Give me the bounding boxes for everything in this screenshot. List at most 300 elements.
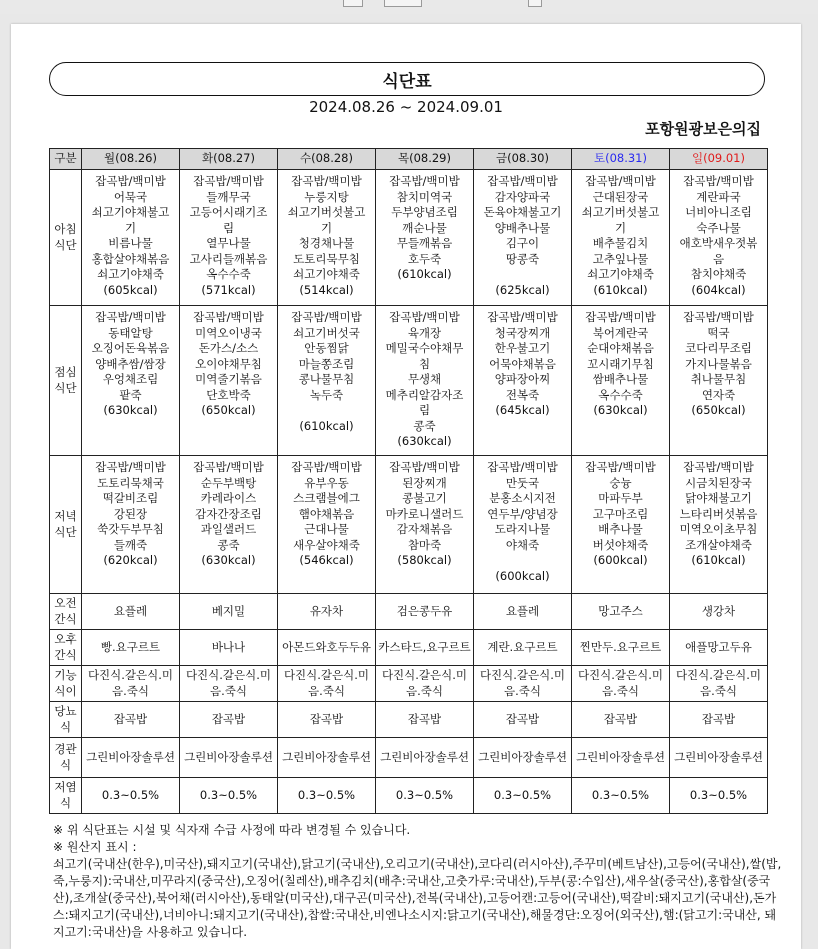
menu-item: 메추리알감자조 [385, 387, 464, 402]
menu-item: 쇠고기버섯국 [293, 325, 360, 340]
table-row [50, 630, 768, 666]
menu-item: (605kcal) [103, 282, 158, 297]
menu-item: 조개살야채죽 [685, 537, 752, 552]
menu-item: 0.3~0.5% [395, 787, 454, 802]
menu-item: 림 [222, 220, 235, 235]
viewer-toolbar [0, 0, 818, 14]
menu-item: 된장찌개 [402, 475, 447, 490]
menu-item: 잡곡밥/백미밥 [487, 310, 558, 324]
menu-item: 다진식.갈은식.미음.죽식 [381, 668, 468, 698]
menu-cell [474, 702, 572, 738]
notes-section [53, 822, 783, 941]
menu-item: 떡갈비조림 [102, 491, 159, 505]
menu-item: (600kcal) [593, 553, 648, 567]
menu-item: 청경채나물 [298, 236, 355, 250]
meal-cell [670, 170, 768, 306]
menu-item: 감자채볶음 [396, 522, 453, 536]
menu-item: 숙주나물 [696, 220, 741, 235]
meal-cell [180, 306, 278, 456]
menu-cell [572, 630, 670, 666]
menu-item [476, 553, 569, 569]
menu-cell [376, 666, 474, 702]
menu-item: 옥수수죽 [206, 267, 251, 281]
menu-cell [82, 594, 180, 630]
menu-item: 콩나물무침 [298, 372, 355, 386]
menu-cell [82, 738, 180, 778]
menu-cell [474, 630, 572, 666]
menu-cell [278, 630, 376, 666]
menu-cell [376, 630, 474, 666]
table-row [50, 594, 768, 630]
menu-item: (580kcal) [397, 553, 452, 567]
menu-item: 배추나물 [598, 522, 643, 536]
menu-cell [474, 778, 572, 814]
meal-cell [82, 170, 180, 306]
menu-item: (610kcal) [593, 282, 648, 297]
menu-item: 야채죽 [505, 537, 540, 552]
menu-item: 0.3~0.5% [199, 787, 258, 802]
menu-item: 분홍소시지전 [489, 491, 556, 505]
menu-cell [278, 738, 376, 778]
menu-item: 카레라이스 [200, 491, 257, 505]
menu-item: (610kcal) [299, 418, 354, 433]
menu-item: 다진식.갈은식.미음.죽식 [185, 668, 272, 698]
menu-item: 잡곡밥/백미밥 [291, 460, 362, 474]
menu-item: 잡곡밥/백미밥 [193, 460, 264, 474]
menu-cell [670, 666, 768, 702]
meal-cell [180, 456, 278, 594]
menu-item: 쇠고기야채죽 [587, 267, 654, 281]
menu-period: 2024.08.26 ~ 2024.09.01 [309, 98, 503, 116]
row-label: 오후 간식 [50, 630, 82, 666]
menu-item: 계란.요구르트 [487, 639, 558, 654]
menu-item: 순대야채볶음 [587, 341, 654, 355]
menu-item: 기 [124, 220, 137, 235]
meal-cell [278, 170, 376, 306]
menu-cell [180, 702, 278, 738]
menu-item: 떡국 [707, 325, 730, 340]
menu-item: (625kcal) [495, 282, 550, 297]
menu-item: 0.3~0.5% [689, 787, 748, 802]
menu-item: 땅콩죽 [505, 251, 540, 266]
menu-item: 시금치된장국 [685, 475, 752, 490]
day-header: 수(08.28) [278, 149, 376, 170]
menu-item: (630kcal) [397, 434, 452, 448]
menu-item: 참치미역국 [396, 189, 453, 204]
meal-cell [82, 456, 180, 594]
menu-item: 고구마조림 [592, 506, 649, 521]
menu-item: 오징어돈육볶음 [91, 341, 170, 355]
weekly-menu-table [49, 148, 768, 814]
menu-item: 청국장찌개 [494, 325, 551, 340]
menu-item: 쇠고기야채불고 [91, 205, 170, 219]
menu-cell [82, 666, 180, 702]
table-row [50, 666, 768, 702]
table-header-row [50, 149, 768, 170]
menu-item: 마파두부 [598, 491, 643, 505]
menu-item: 생강차 [701, 603, 736, 618]
menu-item: (630kcal) [201, 553, 256, 567]
menu-item: 들깨죽 [113, 537, 148, 552]
menu-item: 검은콩두유 [396, 603, 453, 618]
meal-cell [376, 306, 474, 456]
menu-item [280, 403, 373, 419]
menu-item: 콩죽 [413, 418, 436, 433]
menu-item: 빵.요구르트 [100, 639, 161, 654]
row-label: 기능 식이 [50, 666, 82, 702]
menu-item: (645kcal) [495, 403, 550, 417]
row-label: 아침 식단 [50, 170, 82, 306]
menu-cell [180, 630, 278, 666]
menu-item: 닭야채불고기 [685, 491, 752, 505]
menu-cell [180, 594, 278, 630]
menu-item: 마늘쫑조림 [298, 356, 355, 371]
menu-item: 느타리버섯볶음 [679, 506, 758, 521]
menu-cell [180, 738, 278, 778]
menu-item: 잡곡밥/백미밥 [389, 310, 460, 324]
menu-item: 애플망고두유 [685, 639, 752, 654]
table-row [50, 738, 768, 778]
meal-cell [572, 306, 670, 456]
menu-item: 옥수수죽 [598, 387, 643, 402]
meal-cell [376, 170, 474, 306]
row-label: 오전 간식 [50, 594, 82, 630]
day-header: 월(08.26) [82, 149, 180, 170]
menu-item: 고사리들깨볶음 [189, 251, 268, 266]
menu-item: 홍합살야채볶음 [91, 251, 170, 266]
table-row [50, 456, 768, 594]
meal-cell [474, 306, 572, 456]
menu-item: 스크램블에그 [293, 491, 360, 505]
day-header: 화(08.27) [180, 149, 278, 170]
menu-item: 고추잎나물 [592, 251, 649, 266]
menu-item: 참치야채죽 [690, 267, 747, 281]
menu-item: 버섯야채죽 [592, 537, 649, 552]
menu-item: 잡곡밥 [701, 711, 736, 726]
menu-item: 도토리묵무침 [293, 251, 360, 266]
meal-cell [474, 456, 572, 594]
menu-item: 카스타드,요구르트 [378, 639, 471, 654]
menu-cell [180, 778, 278, 814]
menu-item: 잡곡밥/백미밥 [389, 174, 460, 188]
menu-item: 김구이 [505, 236, 540, 250]
menu-item: 그린비아장솔루션 [86, 749, 175, 764]
menu-item: 근대나물 [304, 522, 349, 536]
menu-item: 햄야채볶음 [298, 506, 355, 521]
menu-cell [474, 666, 572, 702]
menu-item: 양배추쌈/쌈장 [95, 356, 166, 371]
menu-item: 유부우동 [304, 475, 349, 490]
row-label: 저녁 식단 [50, 456, 82, 594]
menu-item: 바나나 [211, 639, 246, 654]
table-row [50, 778, 768, 814]
menu-item: 도라지나물 [494, 522, 551, 536]
day-header: 금(08.30) [474, 149, 572, 170]
menu-item: 아몬드와호두두유 [282, 639, 371, 654]
menu-item: (610kcal) [691, 553, 746, 567]
menu-item: (650kcal) [201, 403, 256, 417]
meal-cell [572, 170, 670, 306]
menu-cell [82, 702, 180, 738]
menu-item: 숭늉 [609, 475, 632, 490]
menu-item: 잡곡밥/백미밥 [193, 174, 264, 188]
menu-item: 망고주스 [598, 603, 643, 618]
menu-item: 잡곡밥/백미밥 [291, 174, 362, 188]
menu-item: 마카로니샐러드 [385, 506, 464, 521]
menu-item: 쇠고기버섯불고 [287, 205, 366, 219]
menu-item: 배추물김치 [592, 236, 649, 250]
menu-item: 그린비아장솔루션 [184, 749, 273, 764]
toolbar-button[interactable] [343, 0, 363, 7]
menu-item: 다진식.갈은식.미음.죽식 [577, 668, 664, 698]
menu-item: 잡곡밥/백미밥 [193, 310, 264, 324]
menu-item: 쇠고기야채죽 [293, 267, 360, 281]
menu-cell [572, 778, 670, 814]
menu-item: 강된장 [113, 506, 148, 521]
menu-item: 안동찜닭 [304, 341, 349, 355]
menu-item: 참마죽 [407, 537, 442, 552]
row-label: 경관 식 [50, 738, 82, 778]
row-label: 당뇨 식 [50, 702, 82, 738]
menu-item: 그린비아장솔루션 [282, 749, 371, 764]
menu-item: 미역줄기볶음 [195, 372, 262, 386]
menu-item: 잡곡밥/백미밥 [683, 460, 754, 474]
menu-item: 쑥갓두부무침 [97, 522, 164, 536]
menu-item [476, 267, 569, 283]
menu-item: 잡곡밥 [407, 711, 442, 726]
menu-item: 잡곡밥 [505, 711, 540, 726]
menu-item: (630kcal) [593, 403, 648, 417]
menu-cell [474, 594, 572, 630]
organization-name: 포항원광보은의집 [645, 120, 761, 138]
menu-item: 베지밀 [211, 603, 246, 618]
menu-item: 그린비아장솔루션 [478, 749, 567, 764]
menu-item: 무들깨볶음 [396, 236, 453, 250]
menu-item: 미역오이냉국 [195, 325, 262, 340]
menu-item: 취나물무침 [690, 372, 747, 386]
meal-cell [376, 456, 474, 594]
menu-item: 전복죽 [505, 387, 540, 402]
menu-item: 연두부/양념장 [487, 506, 558, 521]
menu-item: (610kcal) [397, 267, 452, 281]
menu-item: 잡곡밥/백미밥 [487, 460, 558, 474]
menu-item: (571kcal) [201, 282, 256, 297]
meal-cell [670, 306, 768, 456]
menu-item: (600kcal) [495, 568, 550, 583]
menu-item: 그린비아장솔루션 [380, 749, 469, 764]
menu-cell [474, 738, 572, 778]
menu-item: 유자차 [309, 603, 344, 618]
menu-item: (546kcal) [299, 553, 354, 567]
menu-item: 다진식.갈은식.미음.죽식 [283, 668, 370, 698]
menu-item: 0.3~0.5% [101, 787, 160, 802]
meal-cell [670, 456, 768, 594]
menu-cell [376, 594, 474, 630]
menu-item: 양배추나물 [494, 220, 551, 235]
table-row [50, 170, 768, 306]
table-row [50, 702, 768, 738]
menu-item: 두부양념조림 [391, 205, 458, 219]
menu-item: 열무나물 [206, 236, 251, 250]
menu-item: 잡곡밥 [211, 711, 246, 726]
menu-item: (604kcal) [691, 282, 746, 297]
menu-item: 비름나물 [108, 236, 153, 250]
menu-cell [376, 702, 474, 738]
menu-cell [82, 778, 180, 814]
page-title: 식단표 [49, 62, 765, 96]
meal-cell [278, 306, 376, 456]
menu-cell [376, 778, 474, 814]
menu-item: 도토리묵채국 [97, 475, 164, 490]
origin-text: 쇠고기(국내산(한우),미국산),돼지고기(국내산),닭고기(국내산),오리고기(국내산),코다리(러시아산),주꾸미(베트남산),고등어(국내산),쌀(밥,죽,누룽지):국내산,미꾸라지(중국산),오징어(칠레산),배추김치(배추:국내산,고춧가루:국내산),두부(콩:수입산),새우살(중국산),홍합살(중국산),조개살(중국산),북어채(러시아산),동태알(미국산),대구곤(미국산),전복(국내산),고등어캔:고등어(국내산),떡갈비:돼지고기(국내산),돈가스:돼지고기(국내산),너비아니:돼지고기(국내산),찹쌀:국내산,비엔나소시지:닭고기(국내산),해물경단:오징어(외국산),햄:(닭고기:국내산, 돼지고기:국내산)을 사용하고 있습니다. [53, 857, 782, 939]
meal-cell [82, 306, 180, 456]
menu-item: 메밀국수야채무 [385, 341, 464, 355]
menu-item: 잡곡밥 [309, 711, 344, 726]
menu-item: (514kcal) [299, 282, 354, 297]
menu-item: 애호박새우젓볶 [679, 236, 758, 250]
menu-item: 근대된장국 [592, 189, 649, 204]
meal-cell [572, 456, 670, 594]
menu-item: 꼬시래기무침 [587, 356, 654, 371]
menu-item: 그린비아장솔루션 [576, 749, 665, 764]
menu-cell [82, 630, 180, 666]
menu-item: 어묵국 [113, 189, 148, 204]
table-row [50, 306, 768, 456]
menu-item: 우엉채조림 [102, 372, 159, 386]
menu-item: 호두죽 [407, 251, 442, 266]
menu-item: 다진식.갈은식.미음.죽식 [87, 668, 174, 698]
menu-item: 림 [418, 403, 431, 417]
menu-item: 잡곡밥/백미밥 [487, 174, 558, 188]
menu-item: 계란파국 [696, 189, 741, 204]
menu-item: 코다리무조림 [685, 341, 752, 355]
menu-item: 잡곡밥/백미밥 [683, 310, 754, 324]
menu-item: 단호박죽 [206, 387, 251, 402]
menu-item: 한우불고기 [494, 341, 551, 355]
row-label: 저염 식 [50, 778, 82, 814]
menu-item: 기 [320, 220, 333, 235]
menu-cell [572, 666, 670, 702]
menu-item: 잡곡밥/백미밥 [95, 310, 166, 324]
menu-cell [278, 594, 376, 630]
menu-item: 과일샐러드 [200, 522, 257, 536]
menu-item: 돈가스/소스 [198, 341, 259, 355]
menu-cell [670, 738, 768, 778]
menu-item: 육개장 [407, 325, 442, 340]
menu-cell [180, 666, 278, 702]
page-number-input[interactable] [384, 0, 422, 7]
menu-item: 콩불고기 [402, 491, 447, 505]
menu-item: 돈육야채불고기 [483, 205, 562, 219]
menu-item: 그린비아장솔루션 [674, 749, 763, 764]
menu-item: 잡곡밥/백미밥 [585, 174, 656, 188]
menu-item: 무생채 [407, 372, 442, 386]
menu-cell [670, 630, 768, 666]
menu-item: 북어계란국 [592, 325, 649, 340]
menu-item: (620kcal) [103, 553, 158, 567]
menu-item: 쌈배추나물 [592, 372, 649, 386]
meal-cell [278, 456, 376, 594]
menu-item: 가지나물볶음 [685, 356, 752, 371]
menu-cell [572, 738, 670, 778]
meal-cell [180, 170, 278, 306]
menu-item: 순두부백탕 [200, 475, 257, 490]
menu-item: (650kcal) [691, 403, 746, 417]
meal-cell [474, 170, 572, 306]
menu-cell [278, 666, 376, 702]
menu-item: 감자간장조림 [195, 506, 262, 521]
toolbar-button[interactable] [528, 0, 542, 7]
menu-item: 녹두죽 [309, 387, 344, 402]
menu-item: 깨순나물 [402, 220, 447, 235]
menu-item: 만둣국 [505, 475, 540, 490]
origin-title: ※ 원산지 표시 : [53, 840, 137, 854]
menu-cell [572, 702, 670, 738]
menu-item: 들깨무국 [206, 189, 251, 204]
menu-item: 너비아니조림 [685, 205, 752, 219]
menu-item: 양파장아찌 [494, 372, 551, 386]
menu-item: 누룽지탕 [304, 189, 349, 204]
menu-item: 0.3~0.5% [297, 787, 356, 802]
menu-item: 팥죽 [119, 387, 142, 402]
menu-item: 어묵야채볶음 [489, 356, 556, 371]
menu-cell [278, 778, 376, 814]
menu-item: 잡곡밥/백미밥 [95, 460, 166, 474]
menu-item: 음 [712, 251, 725, 266]
menu-cell [670, 778, 768, 814]
menu-item: 잡곡밥/백미밥 [95, 174, 166, 188]
menu-cell [670, 594, 768, 630]
menu-item: 침 [418, 356, 431, 371]
menu-item: 콩죽 [217, 537, 240, 552]
menu-item: 잡곡밥/백미밥 [291, 310, 362, 324]
header-label: 구분 [50, 149, 82, 170]
menu-item: 잡곡밥/백미밥 [585, 460, 656, 474]
menu-item: 0.3~0.5% [591, 787, 650, 802]
menu-item: 기 [614, 220, 627, 235]
row-label: 점심 식단 [50, 306, 82, 456]
menu-item: 오이야채무침 [195, 356, 262, 371]
document-page [11, 24, 801, 949]
menu-cell [572, 594, 670, 630]
menu-item: (630kcal) [103, 403, 158, 417]
menu-item: 동태알탕 [108, 325, 153, 340]
day-header: 목(08.29) [376, 149, 474, 170]
menu-item: 쇠고기버섯불고 [581, 205, 660, 219]
menu-cell [670, 702, 768, 738]
menu-item: 찐만두.요구르트 [579, 639, 662, 654]
menu-item: 요플레 [113, 603, 148, 618]
menu-item: 다진식.갈은식.미음.죽식 [479, 668, 566, 698]
menu-item: 연자죽 [701, 387, 736, 402]
menu-item: 잡곡밥/백미밥 [683, 174, 754, 188]
menu-item: 쇠고기야채죽 [97, 267, 164, 281]
menu-item: 고등어시래기조 [189, 205, 268, 219]
menu-item: 잡곡밥 [113, 711, 148, 726]
menu-item: 감자양파국 [494, 189, 551, 204]
menu-cell [278, 702, 376, 738]
menu-item: 새우살야채죽 [293, 537, 360, 552]
menu-item: 요플레 [505, 603, 540, 618]
menu-item: 잡곡밥/백미밥 [585, 310, 656, 324]
menu-item: 다진식.갈은식.미음.죽식 [675, 668, 762, 698]
day-header: 토(08.31) [572, 149, 670, 170]
day-header: 일(09.01) [670, 149, 768, 170]
menu-item: 미역오이초무침 [679, 522, 758, 536]
menu-cell [376, 738, 474, 778]
menu-item: 잡곡밥/백미밥 [389, 460, 460, 474]
change-notice: ※ 위 식단표는 시설 및 식자재 수급 사정에 따라 변경될 수 있습니다. [53, 823, 411, 837]
